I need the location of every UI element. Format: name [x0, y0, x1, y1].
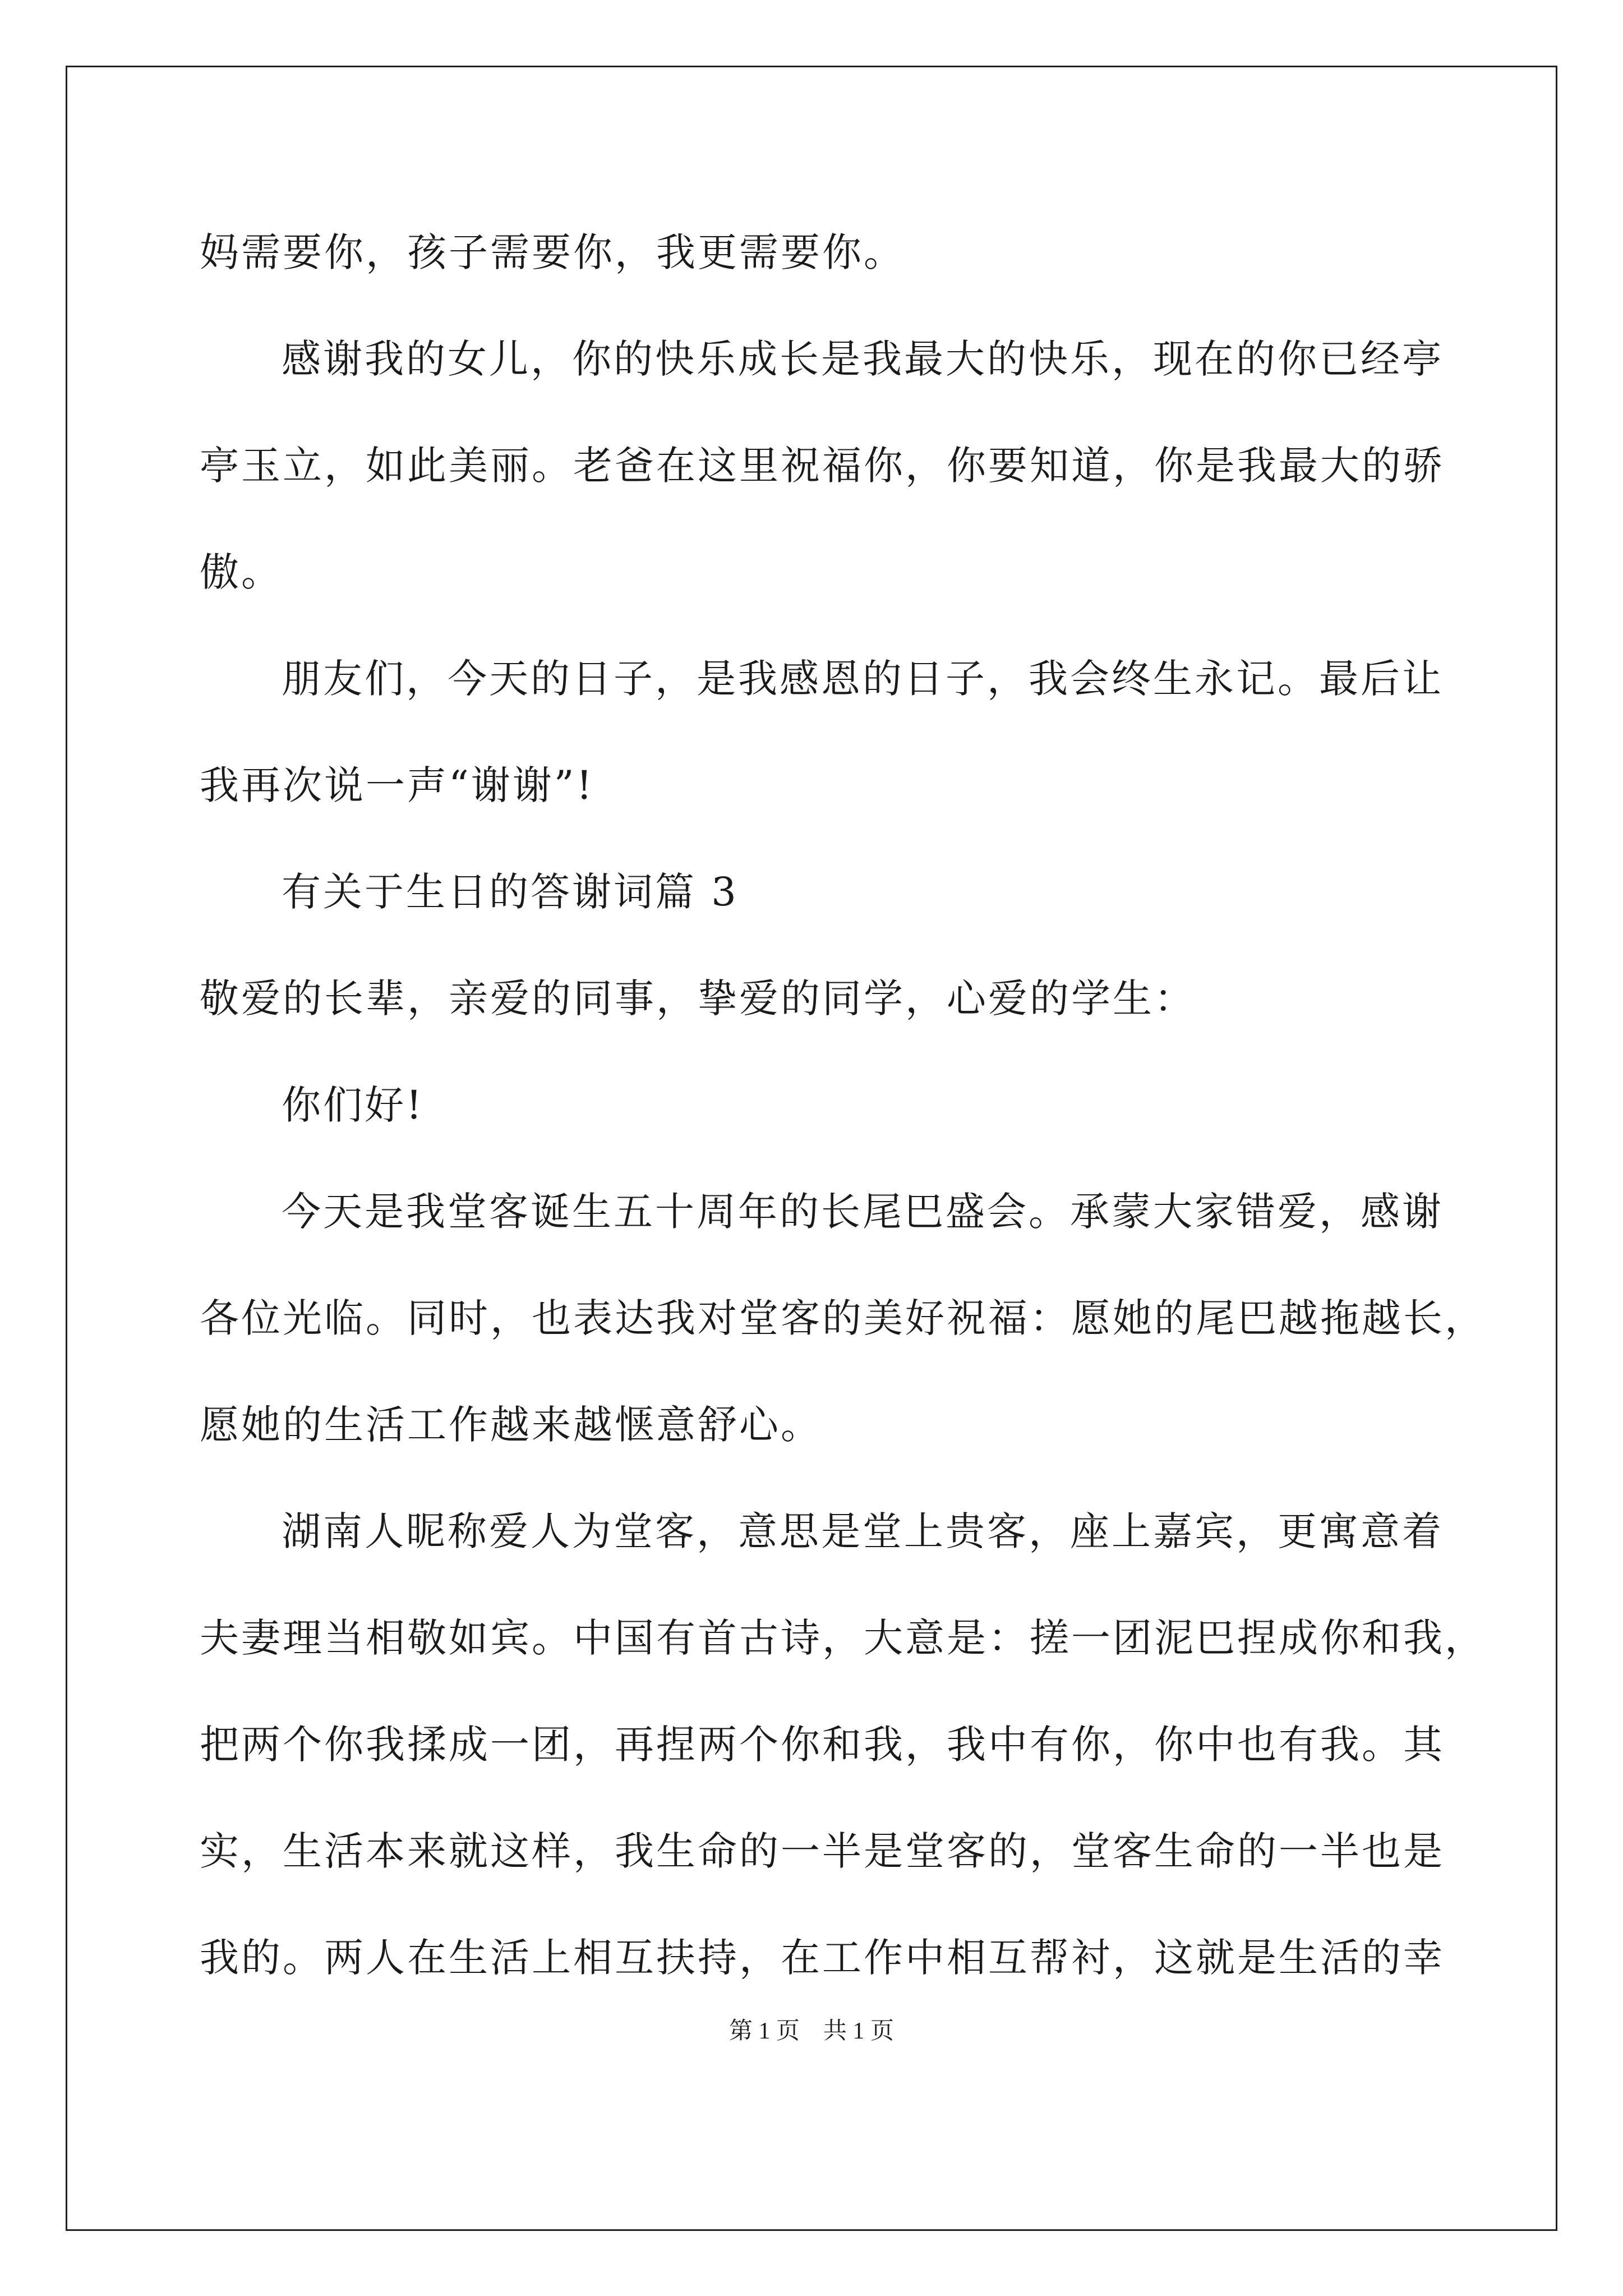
text-line: 妈需要你，孩子需要你，我更需要你。 — [200, 229, 905, 275]
section-heading: 有关于生日的答谢词篇 3 — [282, 869, 739, 915]
text-line: 夫妻理当相敬如宾。中国有首古诗，大意是：搓一团泥巴捏成你和我， — [200, 1615, 1486, 1661]
paragraph-line: 朋友们，今天的日子，是我感恩的日子，我会终生永记。最后让 — [282, 656, 1444, 702]
greeting: 你们好! — [282, 1082, 425, 1128]
text-line: 亭玉立，如此美丽。老爸在这里祝福你，你要知道，你是我最大的骄 — [200, 443, 1445, 489]
page-number-footer: 第 1 页 共 1 页 — [728, 2018, 894, 2044]
text-line: 我再次说一声“谢谢”! — [200, 762, 594, 808]
text-line: 各位光临。同时，也表达我对堂客的美好祝福：愿她的尾巴越拖越长， — [200, 1295, 1486, 1341]
salutation: 敬爱的长辈，亲爱的同事，挚爱的同学，心爱的学生： — [200, 976, 1196, 1022]
paragraph-line: 今天是我堂客诞生五十周年的长尾巴盛会。承蒙大家错爱，感谢 — [282, 1189, 1444, 1235]
text-line: 愿她的生活工作越来越惬意舒心。 — [200, 1402, 822, 1448]
paragraph-line: 湖南人昵称爱人为堂客，意思是堂上贵客，座上嘉宾，更寓意着 — [282, 1508, 1444, 1554]
text-line: 傲。 — [200, 549, 283, 595]
page-border — [66, 66, 1557, 2231]
text-line: 我的。两人在生活上相互扶持，在工作中相互帮衬，这就是生活的幸 — [200, 1935, 1445, 1981]
text-line: 实，生活本来就这样，我生命的一半是堂客的，堂客生命的一半也是 — [200, 1828, 1445, 1874]
text-line: 把两个你我揉成一团，再捏两个你和我，我中有你，你中也有我。其 — [200, 1722, 1445, 1768]
paragraph-line: 感谢我的女儿，你的快乐成长是我最大的快乐，现在的你已经亭 — [282, 336, 1444, 382]
